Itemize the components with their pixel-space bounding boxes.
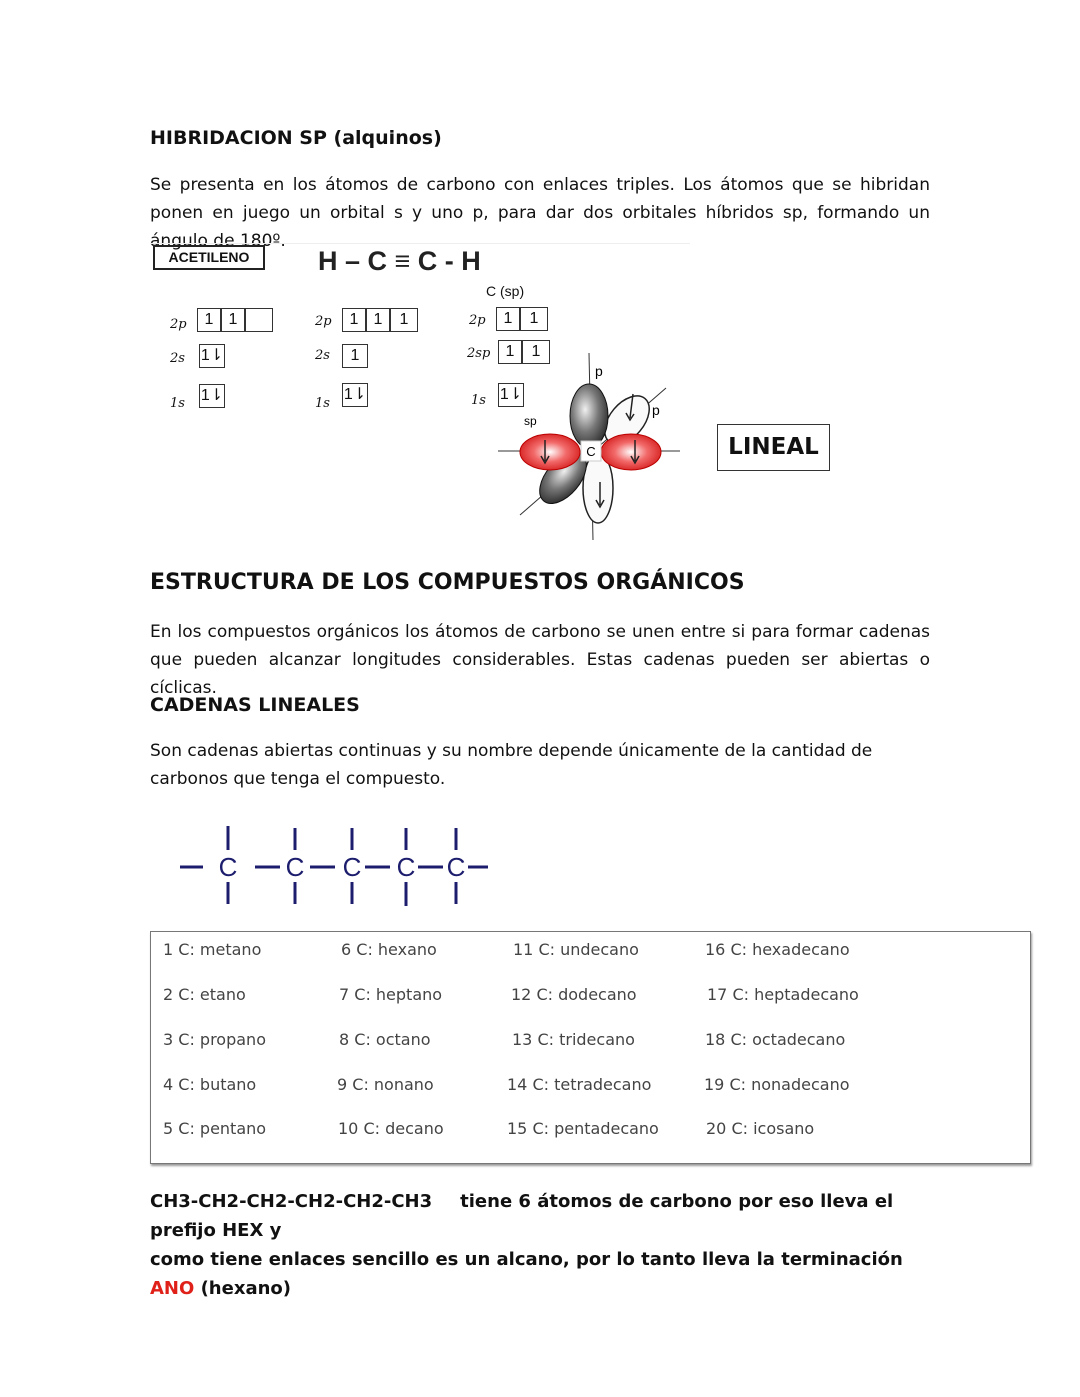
p-orbital-lobe <box>570 384 608 448</box>
section-title-hibridacion: HIBRIDACION SP (alquinos) <box>150 127 442 149</box>
table-cell: 13 C: tridecano <box>512 1030 635 1049</box>
lineal-label: LINEAL <box>717 424 830 471</box>
center-atom: C <box>586 444 596 459</box>
orbital-label-1s: 1s <box>471 393 486 408</box>
example-text-3: (hexano) <box>200 1278 291 1299</box>
example-text-2: como tiene enlaces sencillo es un alcano, por lo tanto lleva la terminación <box>150 1249 903 1270</box>
orbital-box: 1 <box>496 307 520 331</box>
orbital-box: 1⇂ <box>342 383 368 407</box>
orbital-box: 1 <box>342 344 368 368</box>
table-cell: 20 C: icosano <box>706 1119 815 1138</box>
orbital-box: 1⇂ <box>199 384 225 408</box>
table-cell: 11 C: undecano <box>513 940 639 959</box>
orbital-label-2p: 2p <box>469 313 486 328</box>
orbital-box: 1 <box>522 340 550 364</box>
table-cell: 6 C: hexano <box>341 940 437 959</box>
orbital-label-2p: 2p <box>170 317 187 332</box>
chain-carbon: C <box>446 852 466 882</box>
table-cell: 10 C: decano <box>338 1119 444 1138</box>
orbital-label-2sp: 2sp <box>467 346 491 361</box>
table-cell: 2 C: etano <box>163 985 246 1004</box>
orbital-box-empty <box>245 308 273 332</box>
paragraph-hibridacion: Se presenta en los átomos de carbono con enlaces triples. Los átomos que se hibridan ponen en juego un orbital s y uno p, para dar dos orbitales híbridos sp, formando un ángulo de 180º. <box>150 175 930 251</box>
acetylene-formula: H – C ≡ C - H <box>318 246 481 276</box>
orbital-label-2s: 2s <box>170 351 185 366</box>
table-cell: 8 C: octano <box>339 1030 431 1049</box>
table-cell: 14 C: tetradecano <box>507 1075 652 1094</box>
hexane-formula: CH3-CH2-CH2-CH2-CH2-CH3 <box>150 1191 433 1212</box>
orbital-box: 1 <box>390 308 418 332</box>
hexane-example <box>150 1187 940 1303</box>
table-cell: 15 C: pentadecano <box>507 1119 659 1138</box>
sp-orbital-diagram <box>490 350 700 545</box>
section-title-cadenas: CADENAS LINEALES <box>150 694 360 716</box>
orbital-box: 1 <box>197 308 221 332</box>
chain-carbon: C <box>396 852 416 882</box>
table-cell: 9 C: nonano <box>337 1075 434 1094</box>
orbital-label-1s: 1s <box>170 396 185 411</box>
paragraph-cadenas: Son cadenas abiertas continuas y su nombre depende únicamente de la cantidad de carbonos que tenga el compuesto. <box>150 741 873 789</box>
lobe-label-p: p <box>652 402 660 418</box>
table-cell: 16 C: hexadecano <box>705 940 850 959</box>
chain-carbon: C <box>218 852 238 882</box>
sp-orbital-lobe <box>520 434 580 470</box>
orbital-box: 1 <box>498 340 522 364</box>
orbital-label-2s: 2s <box>315 348 330 363</box>
paragraph-estructura: En los compuestos orgánicos los átomos de carbono se unen entre si para formar cadenas que pueden alcanzar longitudes considerables. Estas cadenas pueden ser abiertas o cíclicas. <box>150 622 930 698</box>
orbital-box: 1 <box>221 308 245 332</box>
example-text-1: tiene 6 átomos de carbono por eso lleva el prefijo HEX y <box>150 1191 894 1241</box>
table-cell: 5 C: pentano <box>163 1119 267 1138</box>
orbital-label-2p: 2p <box>315 314 332 329</box>
carbon-chain-diagram <box>170 820 500 915</box>
orbital-box: 1⇂ <box>199 344 225 368</box>
orbital-box: 1 <box>366 308 390 332</box>
section-title-estructura: ESTRUCTURA DE LOS COMPUESTOS ORGÁNICOS <box>150 570 745 595</box>
alkane-names-table <box>150 931 1031 1164</box>
orbital-label-1s: 1s <box>315 396 330 411</box>
table-cell: 18 C: octadecano <box>705 1030 846 1049</box>
lobe-label-p: p <box>595 363 603 379</box>
orbital-box: 1 <box>342 308 366 332</box>
chain-carbon: C <box>342 852 362 882</box>
sp-orbital-lobe <box>601 434 661 470</box>
table-cell: 3 C: propano <box>163 1030 266 1049</box>
orbital-box: 1 <box>520 307 548 331</box>
lobe-label-sp: sp <box>524 414 537 428</box>
table-cell: 7 C: heptano <box>339 985 443 1004</box>
table-cell: 4 C: butano <box>163 1075 257 1094</box>
table-cell: 1 C: metano <box>163 940 262 959</box>
chain-carbon: C <box>285 852 305 882</box>
orbital-box: 1⇂ <box>498 383 524 407</box>
acetileno-label: ACETILENO <box>153 245 265 270</box>
table-cell: 17 C: heptadecano <box>707 985 859 1004</box>
highlight-ano: ANO <box>150 1278 195 1299</box>
table-cell: 19 C: nonadecano <box>704 1075 850 1094</box>
table-cell: 12 C: dodecano <box>511 985 637 1004</box>
c-sp-label: C (sp) <box>486 283 525 299</box>
